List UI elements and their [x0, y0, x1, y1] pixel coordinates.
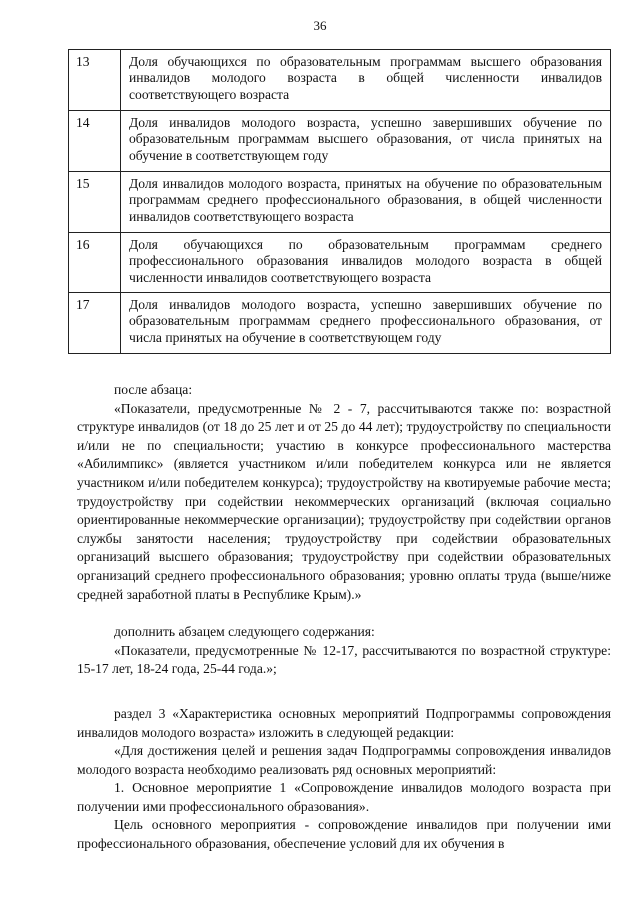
paragraph-section3-intro: раздел 3 «Характеристика основных мероприятий Подпрограммы сопровождения инвалидов молодого возраста» изложить в следующей редакции:	[77, 705, 611, 740]
row-number: 16	[69, 233, 121, 293]
table-row	[69, 50, 611, 111]
table-row	[69, 233, 611, 293]
indicators-table	[68, 49, 611, 354]
row-text: Доля обучающихся по образовательным программам среднего профессионального образования инвалидов молодого возраста в общей численности инвалидов соответствующего возраста	[121, 233, 611, 293]
paragraph-section3-quote: «Для достижения целей и решения задач Подпрограммы сопровождения инвалидов молодого возраста необходимо реализовать ряд основных мероприятий:	[77, 743, 611, 777]
row-number: 13	[69, 50, 121, 111]
paragraph-measure-1: 1. Основное мероприятие 1 «Сопровождение инвалидов молодого возраста при получении ими профессионального образования».	[77, 780, 611, 814]
row-text: Доля обучающихся по образовательным программам высшего образования инвалидов молодого возраста в общей численности инвалидов соответствующего возраста	[121, 50, 611, 111]
row-number: 14	[69, 111, 121, 172]
document-body	[77, 381, 611, 854]
row-text: Доля инвалидов молодого возраста, принятых на обучение по образовательным программам среднего профессионального образования, в общей численности инвалидов соответствующего возраста	[121, 172, 611, 233]
row-text: Доля инвалидов молодого возраста, успешно завершивших обучение по образовательным программам среднего профессионального образования, от числа принятых на обучение в соответствующем году	[121, 293, 611, 354]
row-number: 17	[69, 293, 121, 354]
table-row	[69, 172, 611, 233]
paragraph-supplement-intro: дополнить абзацем следующего содержания:	[114, 624, 375, 640]
page-number: 36	[313, 18, 327, 33]
paragraph-after-intro: после абзаца:	[114, 382, 193, 397]
row-text: Доля инвалидов молодого возраста, успешно завершивших обучение по образовательным программам высшего образования, от числа принятых на обучение в соответствующем году	[121, 111, 611, 172]
table-row	[69, 111, 611, 172]
paragraph-supplement-quote: «Показатели, предусмотренные № 12-17, рассчитываются по возрастной структуре: 15-17 лет, 18-24 года, 25-44 года.»;	[77, 642, 611, 677]
row-number: 15	[69, 172, 121, 233]
paragraph-indicators-quote: «Показатели, предусмотренные № 2 - 7, рассчитываются также по: возрастной структуре инвалидов (от 18 до 25 лет и от 25 до 44 лет); трудоустройству по специальности и/или не по специальности; участию в конкурсе профессионального мастерства «Абилимпикс» (является участником и/или победителем конкурса или не является участником и/или победителем конкурса); трудоустройству на квотируемые рабочие места; трудоустройству при содействии некоммерческих организаций (включая социально ориентированные некоммерческие организации); трудоустройству при содействии органов службы занятости населения; трудоустройству при содействии образовательных организаций высшего образования; трудоустройству при содействии образовательных организаций среднего профессионального образования; уровню оплаты труда (выше/ниже средней заработной платы в Республике Крым).»	[77, 400, 611, 602]
table-row	[69, 293, 611, 354]
paragraph-measure-1-goal: Цель основного мероприятия - сопровождение инвалидов при получении ими профессионального образования, обеспечение условий для их обучения в	[77, 817, 611, 852]
